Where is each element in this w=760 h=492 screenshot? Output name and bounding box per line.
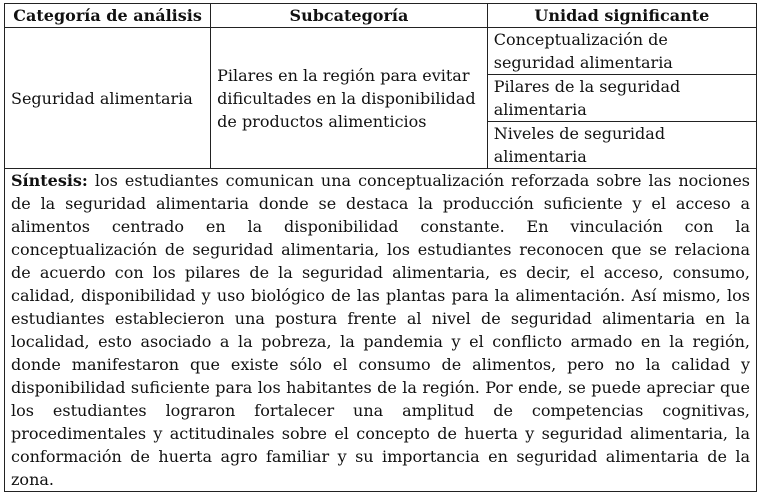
unit-cell-3: Niveles de seguridad alimentaria	[487, 122, 756, 169]
header-category: Categoría de análisis	[5, 4, 211, 28]
synthesis-text: los estudiantes comunican una conceptualización reforzada sobre las nociones de la seguridad alimentaria donde se destaca la producción suficiente y el acceso a alimentos centrado en la disponibilidad constante. En vinculación con la conceptualización de seguridad alimentaria, los estudiantes reconocen que se relaciona de acuerdo con los pilares de la seguridad alimentaria, es decir, el acceso, consumo, calidad, disponibilidad y uso biológico de las plantas para la alimentación. Así mismo, los estudiantes establecieron una postura frente al nivel de seguridad alimentaria en la localidad, esto asociado a la pobreza, la pandemia y el conflicto armado en la región, donde manifestaron que existe sólo el consumo de alimentos, pero no la calidad y disponibilidad suficiente para los habitantes de la región. Por ende, se puede apreciar que los estudiantes lograron fortalecer una amplitud de competencias cognitivas, procedimentales y actitudinales sobre el concepto de huerta y seguridad alimentaria, la conformación de huerta agro familiar y su importancia en seguridad alimentaria de la zona.	[11, 171, 751, 489]
synthesis-label: Síntesis:	[11, 171, 88, 190]
header-unit: Unidad significante	[487, 4, 756, 28]
header-subcategory: Subcategoría	[211, 4, 488, 28]
category-cell: Seguridad alimentaria	[5, 28, 211, 169]
table-row	[5, 28, 757, 75]
header-row	[5, 4, 757, 28]
analysis-table	[4, 3, 757, 492]
synthesis-cell	[5, 169, 757, 492]
subcategory-cell: Pilares en la región para evitar dificultades en la disponibilidad de productos alimenticios	[211, 28, 488, 169]
unit-cell-1: Conceptualización de seguridad alimentaria	[487, 28, 756, 75]
unit-cell-2: Pilares de la seguridad alimentaria	[487, 75, 756, 122]
synthesis-row	[5, 169, 757, 492]
